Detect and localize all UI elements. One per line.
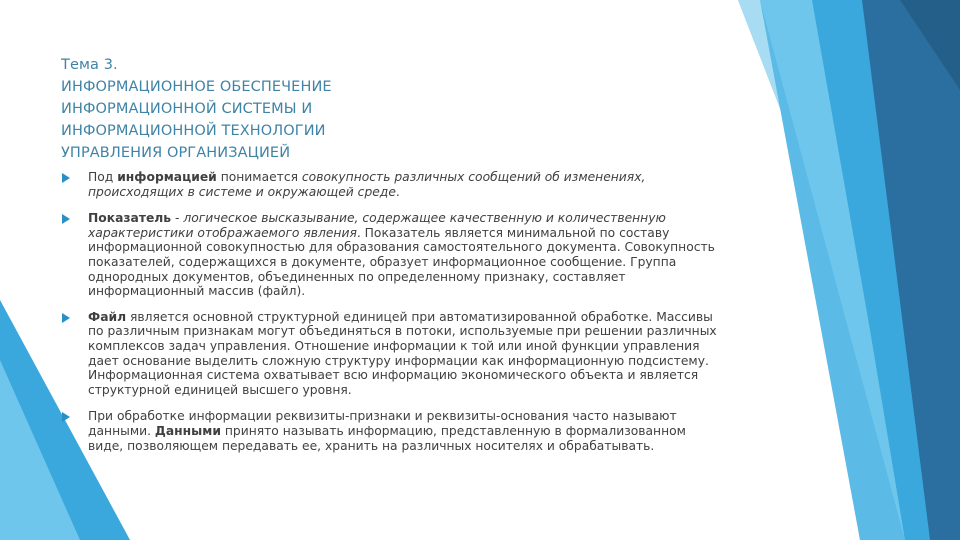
title-line-2: ИНФОРМАЦИОННОЕ ОБЕСПЕЧЕНИЕ [61,79,332,95]
slide-title [61,54,481,164]
bullet-arrow-icon [62,173,70,183]
title-line-1: Тема 3. [61,57,118,73]
bullet-list [62,170,722,453]
bullet-term: Данными [154,423,221,438]
bullet-text-part: принято называть информацию, представленную в формализованном виде, позволяющем передавать ее, хранить на различных носителях и обрабатывать. [88,423,686,453]
bullet-term: Показатель [88,211,172,226]
bullet-data [62,409,722,453]
bullet-text-part: Под [88,170,118,184]
bullet-arrow-icon [62,313,70,323]
bullet-definition: логическое высказывание, содержащее качественную и количественную характеристики отображаемого явления [88,211,666,240]
bullet-text-part: является основной структурной единицей при автоматизированной обработке. Массивы по различным признакам могут объединяться в потоки, используемые при решении различных комплексов задач управления. Отношение информации к той или иной функции управления дает основание выделить сложную структуру информации как информационную подсистему. Информационная система охватывает всю информацию экономического объекта и является структурной единицей высшего уровня. [88,309,717,397]
title-line-3: ИНФОРМАЦИОННОЙ СИСТЕМЫ И [61,101,313,117]
title-line-4: ИНФОРМАЦИОННОЙ ТЕХНОЛОГИИ [61,123,326,139]
bullet-text [88,409,722,453]
bullet-file [62,310,722,398]
bullet-arrow-icon [62,412,70,422]
bullet-term: информацией [117,170,217,184]
title-line-5: УПРАВЛЕНИЯ ОРГАНИЗАЦИЕЙ [61,145,291,161]
bullet-text [88,211,722,299]
bullet-indicator [62,211,722,299]
bullet-text-part: понимается [216,170,302,184]
bullet-text-part: - [171,211,184,226]
bullet-text-part: . Показатель является минимальной по составу информационной совокупностью для образования самостоятельного документа. Совокупность показателей, содержащихся в документе, образует информационное сообщение. Группа однородных документов, объединенных по определенному признаку, составляет информационный массив (файл). [88,225,715,299]
bullet-term: Файл [88,309,127,324]
bullet-text-part: . [395,184,400,199]
bullet-arrow-icon [62,214,70,224]
bullet-text [88,310,722,398]
bullet-text [88,170,722,199]
bullet-definition: совокупность различных сообщений об изменениях, происходящих в системе и окружающей среде [88,170,646,199]
bullet-information [62,170,722,199]
bullet-text-part: При обработке информации реквизиты-признаки и реквизиты-основания часто называют данными. [88,409,677,438]
